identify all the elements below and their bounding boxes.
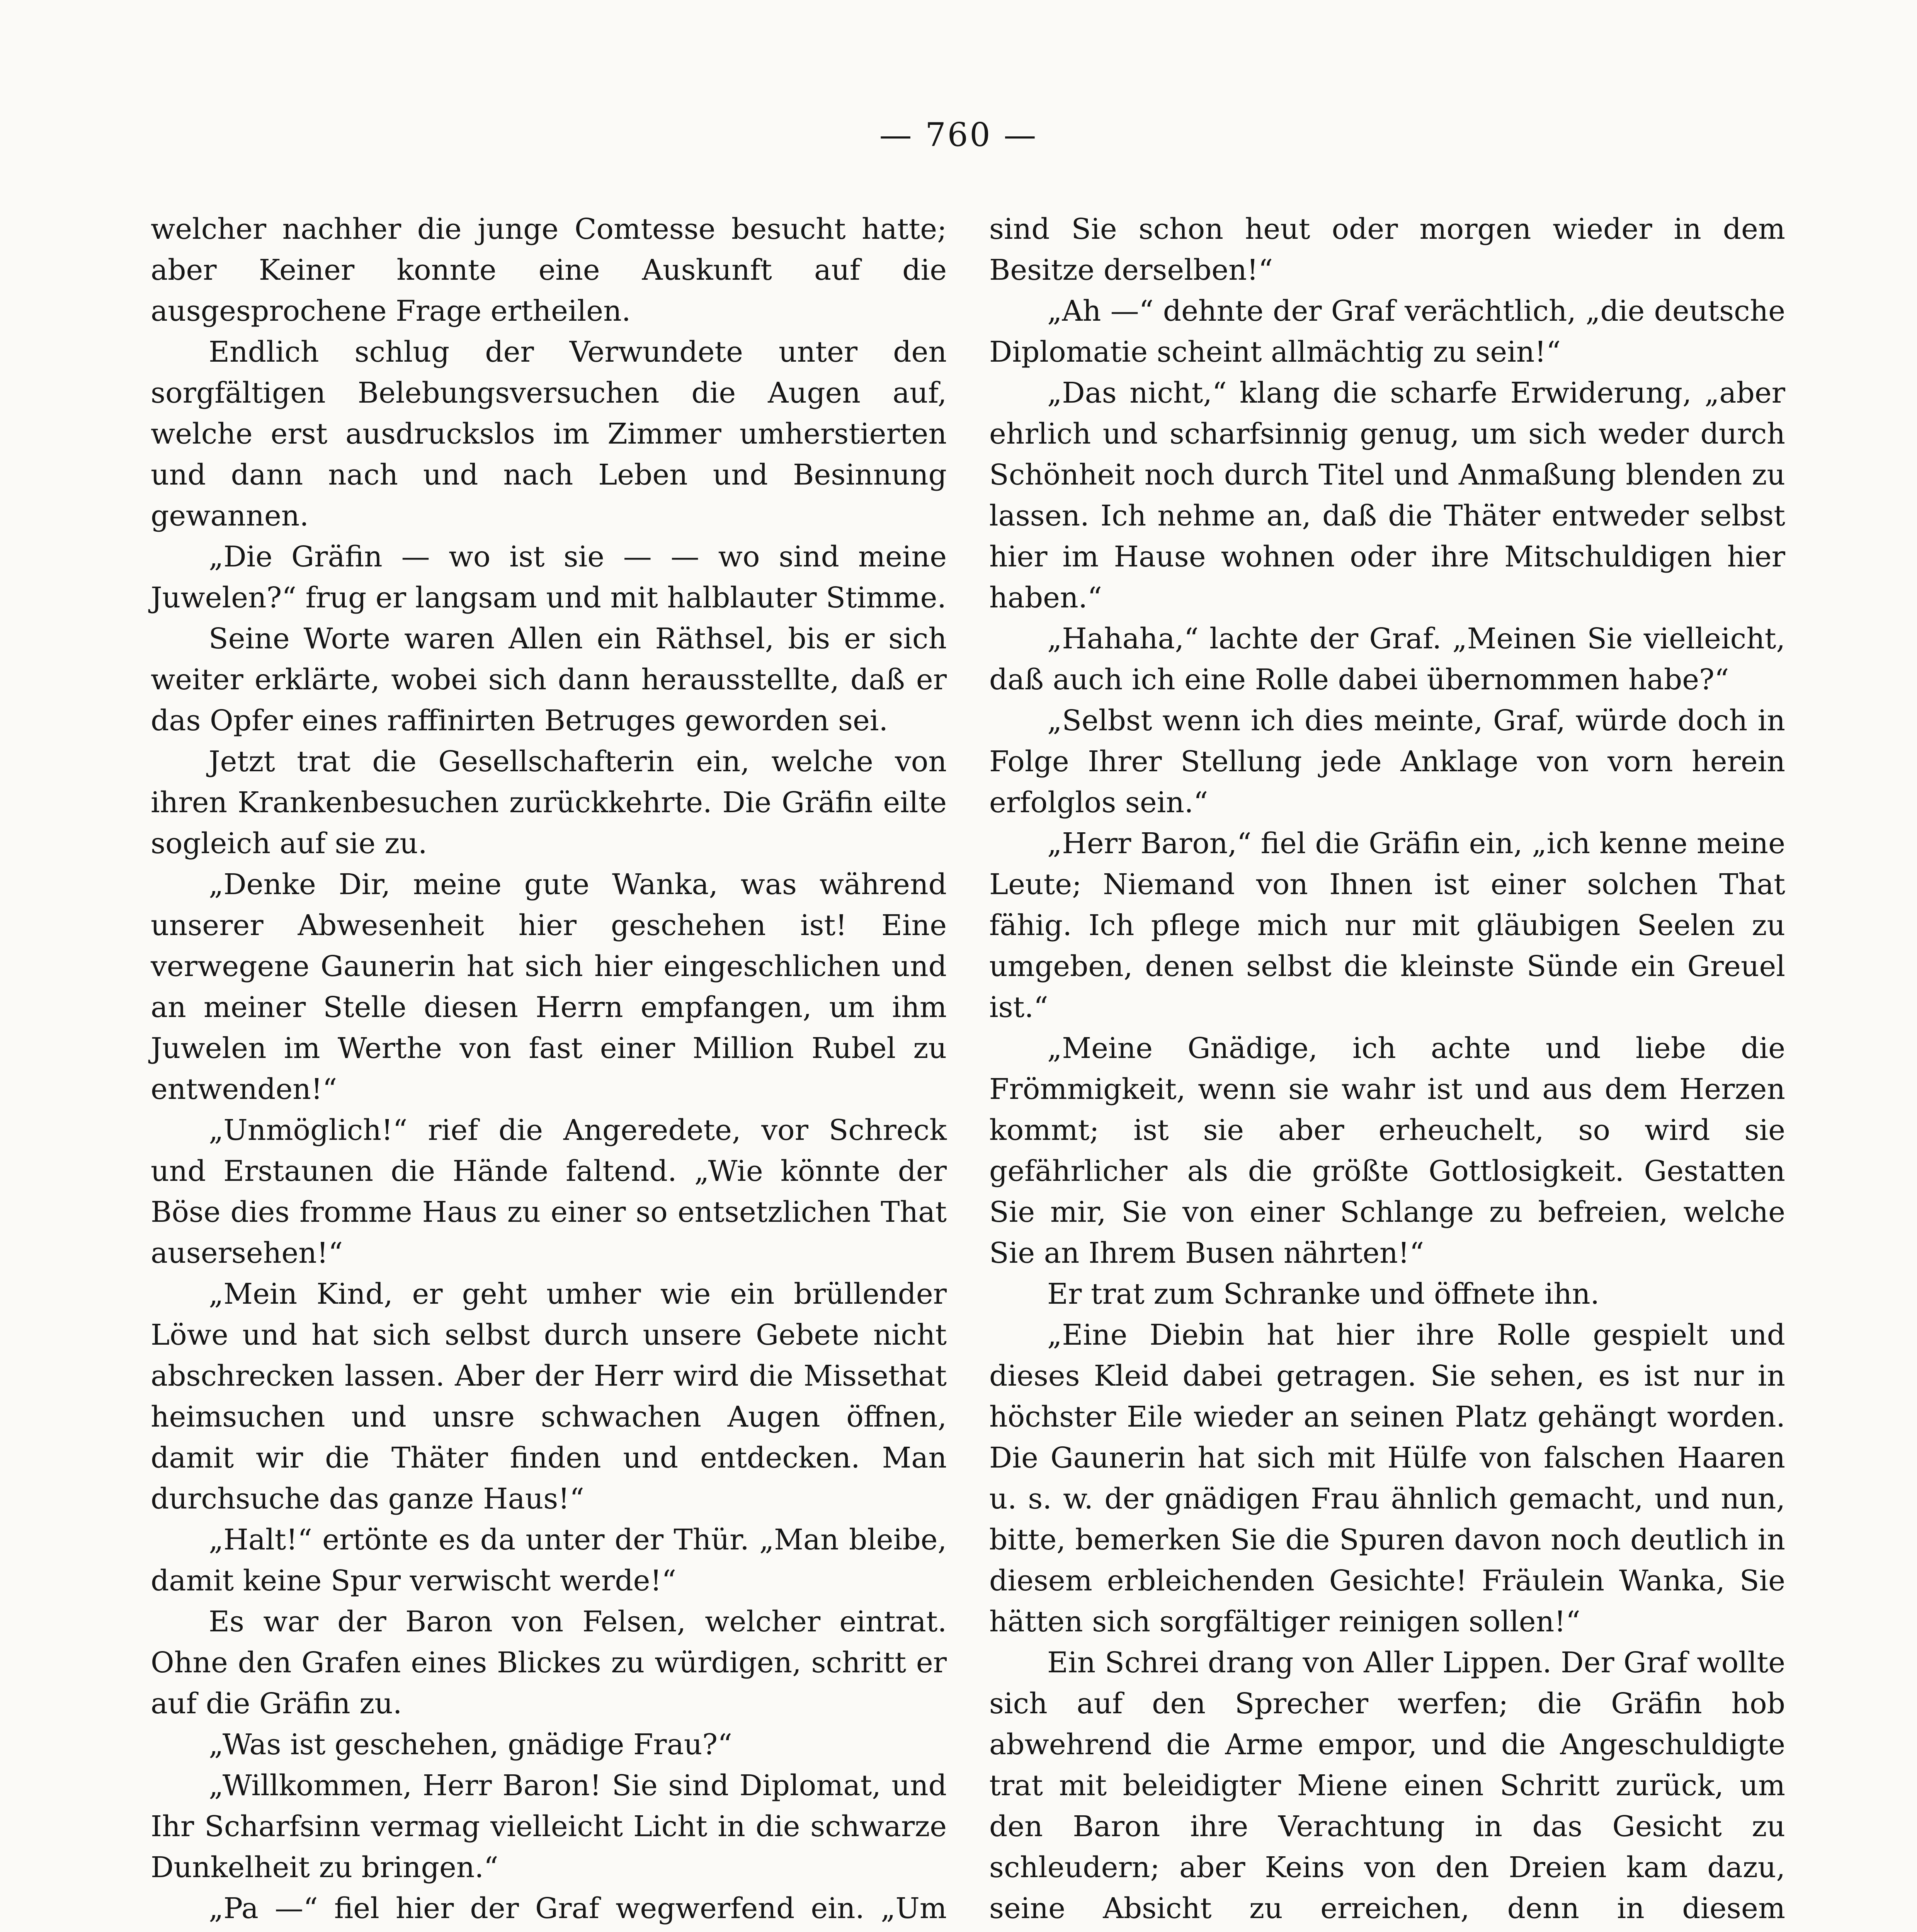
right-column [989, 209, 1785, 1932]
paragraph: „Halt!“ ertönte es da unter der Thür. „Man bleibe, damit keine Spur verwischt werde!“ [151, 1523, 947, 1597]
paragraph: „Willkommen, Herr Baron! Sie sind Diplomat, und Ihr Scharfsinn vermag vielleicht Licht in die schwarze Dunkelheit zu bringen.“ [151, 1769, 947, 1884]
paragraph: sind Sie schon heut oder morgen wieder in dem Besitze derselben!“ [989, 213, 1785, 287]
left-column [151, 209, 947, 1932]
paragraph: Es war der Baron von Felsen, welcher eintrat. Ohne den Grafen eines Blickes zu würdigen, schritt er auf die Gräfin zu. [151, 1605, 947, 1720]
paragraph: „Was ist geschehen, gnädige Frau?“ [209, 1728, 732, 1761]
paragraph: „Denke Dir, meine gute Wanka, was während unserer Abwesenheit hier geschehen ist! Eine verwegene Gaunerin hat sich hier eingeschlichen und an meiner Stelle diesen Herrn empfangen, um ihm Juwelen im Werthe von fast einer Million Rubel zu entwenden!“ [151, 868, 947, 1106]
paragraph: „Herr Baron,“ fiel die Gräfin ein, „ich kenne meine Leute; Niemand von Ihnen ist einer solchen That fähig. Ich pflege mich nur mit gläubigen Seelen zu umgeben, denen selbst die kleinste Sünde ein Greuel ist.“ [989, 827, 1785, 1024]
paragraph: „Meine Gnädige, ich achte und liebe die Frömmigkeit, wenn sie wahr ist und aus dem Herzen kommt; ist sie aber erheuchelt, so wird sie gefährlicher als die größte Gottlosigkeit. Gestatten Sie mir, Sie von einer Schlange zu befreien, welche Sie an Ihrem Busen nährten!“ [989, 1032, 1785, 1270]
paragraph: „Selbst wenn ich dies meinte, Graf, würde doch in Folge Ihrer Stellung jede Anklage von vorn herein erfolglos sein.“ [989, 704, 1785, 819]
paragraph: welcher nachher die junge Comtesse besucht hatte; aber Keiner konnte eine Auskunft auf die ausgesprochene Frage ertheilen. [151, 213, 947, 328]
paragraph: „Das nicht,“ klang die scharfe Erwiderung, „aber ehrlich und scharfsinnig genug, um sich weder durch Schönheit noch durch Titel und Anmaßung blenden zu lassen. Ich nehme an, daß die Thäter entweder selbst hier im Hause wohnen oder ihre Mitschuldigen hier haben.“ [989, 376, 1785, 614]
paragraph: „Eine Diebin hat hier ihre Rolle gespielt und dieses Kleid dabei getragen. Sie sehen, es ist nur in höchster Eile wieder an seinen Platz gehängt worden. Die Gaunerin hat sich mit Hülfe von falschen Haaren u. s. w. der gnädigen Frau ähnlich gemacht, und nun, bitte, bemerken Sie die Spuren davon noch deutlich in diesem erbleichenden Gesichte! Fräulein Wanka, Sie hätten sich sorgfältiger reinigen sollen!“ [989, 1318, 1785, 1638]
paragraph: Er trat zum Schranke und öffnete ihn. [1047, 1277, 1600, 1311]
paragraph: „Mein Kind, er geht umher wie ein brüllender Löwe und hat sich selbst durch unsere Gebete nicht abschrecken lassen. Aber der Herr wird die Missethat heimsuchen und unsre schwachen Augen öffnen, damit wir die Thäter finden und entdecken. Man durchsuche das ganze Haus!“ [151, 1277, 947, 1515]
paragraph: „Ah —“ dehnte der Graf verächtlich, „die deutsche Diplomatie scheint allmächtig zu sein!“ [989, 294, 1785, 369]
paragraph: Jetzt trat die Gesellschafterin ein, welche von ihren Krankenbesuchen zurückkehrte. Die Gräfin eilte sogleich auf sie zu. [151, 745, 947, 860]
paragraph: „Die Gräfin — wo ist sie — — wo sind meine Juwelen?“ frug er langsam und mit halblauter Stimme. [151, 540, 947, 614]
paragraph: „Pa —“ fiel hier der Graf wegwerfend ein. „Um [209, 1892, 947, 1925]
page-number: — 760 — [879, 116, 1038, 154]
paragraph: Endlich schlug der Verwundete unter den sorgfältigen Belebungsversuchen die Augen auf, welche erst ausdruckslos im Zimmer umherstierten und dann nach und nach Leben und Besinnung gewannen. [151, 335, 947, 532]
paragraph: „Hahaha,“ lachte der Graf. „Meinen Sie vielleicht, daß auch ich eine Rolle dabei übernommen habe?“ [989, 622, 1785, 696]
paragraph: „Unmöglich!“ rief die Angeredete, vor Schreck und Erstaunen die Hände faltend. „Wie könnte der Böse dies fromme Haus zu einer so entsetzlichen That ausersehen!“ [151, 1114, 947, 1270]
paragraph: Seine Worte waren Allen ein Räthsel, bis er sich weiter erklärte, wobei sich dann herausstellte, daß er das Opfer eines raffinirten Betruges geworden sei. [151, 622, 947, 737]
paragraph: Ein Schrei drang von Aller Lippen. Der Graf wollte sich auf den Sprecher werfen; die Gräfin hob abwehrend die Arme empor, und die Angeschuldigte trat mit beleidigter Miene einen Schritt zurück, um den Baron ihre Verachtung in das Gesicht zu schleudern; aber Keins von den Dreien kam dazu, seine Absicht zu erreichen, denn in diesem [989, 1646, 1785, 1925]
